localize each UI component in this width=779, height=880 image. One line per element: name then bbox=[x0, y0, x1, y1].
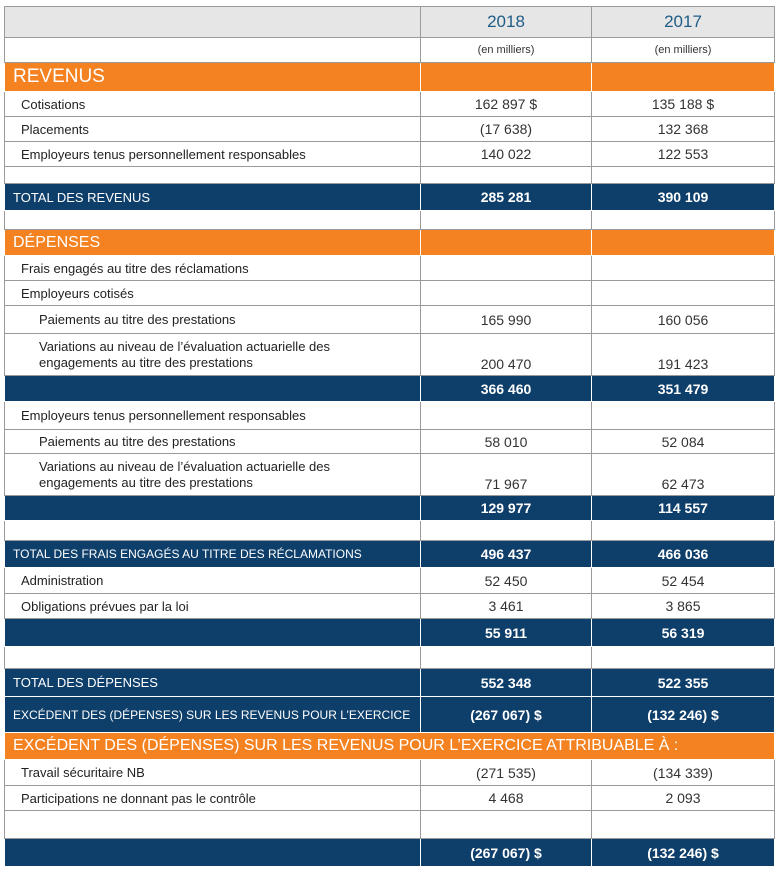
value-2018: 200 470 bbox=[421, 334, 592, 376]
value-2018: 140 022 bbox=[421, 142, 592, 167]
value-2017: (134 339) bbox=[592, 760, 775, 786]
row-label: Participations ne donnant pas le contrôle bbox=[5, 786, 421, 811]
subtotal-2017: 114 557 bbox=[592, 496, 775, 521]
subtotal-row bbox=[5, 496, 775, 521]
row-label: Placements bbox=[5, 117, 421, 142]
year-2017-header: 2017 bbox=[592, 7, 775, 38]
row-label: Paiements au titre des prestations bbox=[5, 430, 421, 454]
excedent-2017: (132 246) $ bbox=[592, 697, 775, 733]
table-row bbox=[5, 256, 775, 281]
attribuable-title: EXCÉDENT DES (DÉPENSES) SUR LES REVENUS POUR L’EXERCICE ATTRIBUABLE À : bbox=[5, 733, 775, 760]
unit-2017: (en milliers) bbox=[592, 38, 775, 63]
unit-blank bbox=[5, 38, 421, 63]
total-revenus-row bbox=[5, 184, 775, 211]
value-2017: 2 093 bbox=[592, 786, 775, 811]
cotises-label: Employeurs cotisés bbox=[5, 281, 421, 306]
total-depenses-label: TOTAL DES DÉPENSES bbox=[5, 669, 421, 697]
value-2017: 132 368 bbox=[592, 117, 775, 142]
table-row bbox=[5, 594, 775, 619]
revenus-title: REVENUS bbox=[5, 63, 421, 92]
row-label-line1: Variations au niveau de l’évaluation actuarielle des bbox=[39, 338, 331, 354]
spacer-row bbox=[5, 521, 775, 541]
value-2018: 52 450 bbox=[421, 568, 592, 594]
spacer-row bbox=[5, 211, 775, 230]
total-depenses-2018: 552 348 bbox=[421, 669, 592, 697]
value-2018: 58 010 bbox=[421, 430, 592, 454]
spacer-row bbox=[5, 167, 775, 184]
total-depenses-2017: 522 355 bbox=[592, 669, 775, 697]
excedent-2018: (267 067) $ bbox=[421, 697, 592, 733]
depenses-section-header bbox=[5, 230, 775, 256]
total-frais-2017: 466 036 bbox=[592, 541, 775, 568]
table-row bbox=[5, 334, 775, 376]
depenses-title: DÉPENSES bbox=[5, 230, 421, 256]
attribuable-total-2018: (267 067) $ bbox=[421, 839, 592, 867]
subtotal-2018: 129 977 bbox=[421, 496, 592, 521]
row-label-line2: engagements au titre des prestations bbox=[39, 474, 253, 490]
excedent-row bbox=[5, 697, 775, 733]
revenus-section-header bbox=[5, 63, 775, 92]
row-label-line2: engagements au titre des prestations bbox=[39, 354, 253, 370]
year-header-row bbox=[5, 7, 775, 38]
attribuable-section-header bbox=[5, 733, 775, 760]
value-2018: 71 967 bbox=[421, 454, 592, 496]
value-2017: 160 056 bbox=[592, 306, 775, 334]
excedent-label: EXCÉDENT DES (DÉPENSES) SUR LES REVENUS POUR L’EXERCICE bbox=[5, 697, 421, 733]
responsables-label: Employeurs tenus personnellement responsables bbox=[5, 402, 421, 430]
value-2017: 122 553 bbox=[592, 142, 775, 167]
value-2017: 191 423 bbox=[592, 334, 775, 376]
row-label: Travail sécuritaire NB bbox=[5, 760, 421, 786]
value-2017: 135 188 $ bbox=[592, 92, 775, 117]
unit-row bbox=[5, 38, 775, 63]
total-revenus-2017: 390 109 bbox=[592, 184, 775, 211]
value-2018: 4 468 bbox=[421, 786, 592, 811]
financial-statement bbox=[4, 6, 774, 867]
unit-2018: (en milliers) bbox=[421, 38, 592, 63]
attribuable-total-2017: (132 246) $ bbox=[592, 839, 775, 867]
value-2018: 165 990 bbox=[421, 306, 592, 334]
total-revenus-label: TOTAL DES REVENUS bbox=[5, 184, 421, 211]
spacer-row bbox=[5, 647, 775, 669]
row-label: Paiements au titre des prestations bbox=[5, 306, 421, 334]
table-row bbox=[5, 430, 775, 454]
value-2017: 52 454 bbox=[592, 568, 775, 594]
total-depenses-row bbox=[5, 669, 775, 697]
total-frais-label: TOTAL DES FRAIS ENGAGÉS AU TITRE DES RÉCLAMATIONS bbox=[5, 541, 421, 568]
table-row bbox=[5, 568, 775, 594]
value-2017: 3 865 bbox=[592, 594, 775, 619]
subtotal-2017: 351 479 bbox=[592, 376, 775, 402]
table-row bbox=[5, 760, 775, 786]
row-label: Employeurs tenus personnellement responsables bbox=[5, 142, 421, 167]
attribuable-total-row bbox=[5, 839, 775, 867]
subtotal-row bbox=[5, 376, 775, 402]
year-2018-header: 2018 bbox=[421, 7, 592, 38]
value-2018: 3 461 bbox=[421, 594, 592, 619]
table-row bbox=[5, 402, 775, 430]
row-label bbox=[5, 334, 421, 376]
value-2017: 62 473 bbox=[592, 454, 775, 496]
table-row bbox=[5, 306, 775, 334]
value-2018: (17 638) bbox=[421, 117, 592, 142]
subtotal-2018: 366 460 bbox=[421, 376, 592, 402]
total-frais-2018: 496 437 bbox=[421, 541, 592, 568]
row-label: Administration bbox=[5, 568, 421, 594]
table-row bbox=[5, 117, 775, 142]
row-label-line1: Variations au niveau de l’évaluation actuarielle des bbox=[39, 458, 331, 474]
table-row bbox=[5, 786, 775, 811]
value-2017: 52 084 bbox=[592, 430, 775, 454]
table-row bbox=[5, 92, 775, 117]
table-row bbox=[5, 142, 775, 167]
frais-label: Frais engagés au titre des réclamations bbox=[5, 256, 421, 281]
spacer-row bbox=[5, 811, 775, 839]
table-row bbox=[5, 454, 775, 496]
subtotal-2017: 56 319 bbox=[592, 619, 775, 647]
table-row bbox=[5, 281, 775, 306]
total-frais-row bbox=[5, 541, 775, 568]
row-label: Cotisations bbox=[5, 92, 421, 117]
subtotal-row bbox=[5, 619, 775, 647]
statement-table bbox=[4, 6, 775, 867]
subtotal-2018: 55 911 bbox=[421, 619, 592, 647]
value-2018: (271 535) bbox=[421, 760, 592, 786]
value-2018: 162 897 $ bbox=[421, 92, 592, 117]
header-blank bbox=[5, 7, 421, 38]
total-revenus-2018: 285 281 bbox=[421, 184, 592, 211]
row-label bbox=[5, 454, 421, 496]
row-label: Obligations prévues par la loi bbox=[5, 594, 421, 619]
